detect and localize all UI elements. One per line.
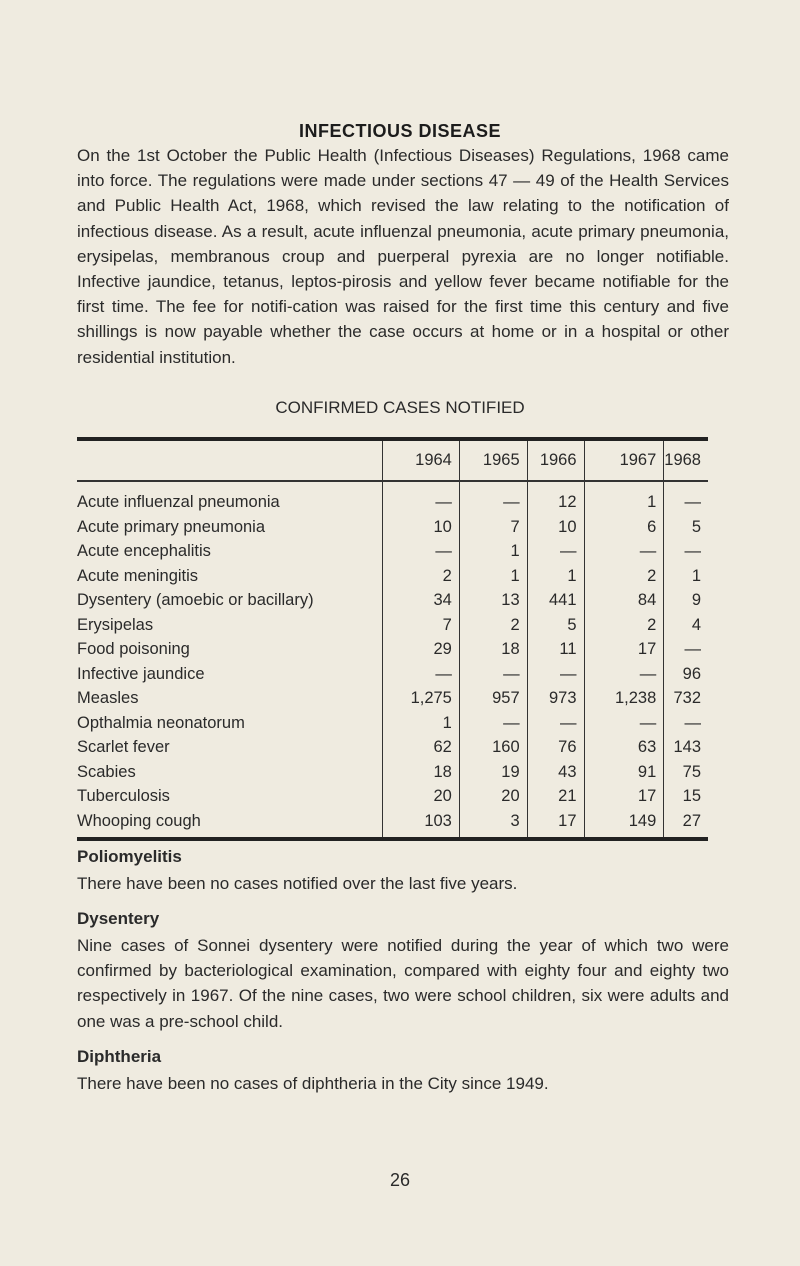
header-year: 1965 bbox=[459, 439, 527, 481]
table-header-row bbox=[77, 439, 708, 481]
section-heading: Dysentery bbox=[77, 909, 160, 928]
case-count: — bbox=[527, 662, 584, 687]
case-count: 91 bbox=[584, 760, 664, 785]
header-year: 1966 bbox=[527, 439, 584, 481]
case-count: 1 bbox=[664, 564, 708, 589]
case-count: 5 bbox=[664, 515, 708, 540]
case-count: 20 bbox=[383, 784, 460, 809]
case-count: 27 bbox=[664, 809, 708, 840]
case-count: 3 bbox=[459, 809, 527, 840]
case-count: 1 bbox=[459, 564, 527, 589]
case-count: 1,238 bbox=[584, 686, 664, 711]
table-row bbox=[77, 564, 708, 589]
table-row bbox=[77, 662, 708, 687]
case-count: 4 bbox=[664, 613, 708, 638]
case-count: — bbox=[383, 539, 460, 564]
case-count: 957 bbox=[459, 686, 527, 711]
table-row bbox=[77, 613, 708, 638]
case-count: 6 bbox=[584, 515, 664, 540]
section-text: There have been no cases of diphtheria in the City since 1949. bbox=[77, 1074, 549, 1093]
page-number: 26 bbox=[389, 1170, 411, 1190]
table-row bbox=[77, 711, 708, 736]
case-count: — bbox=[383, 662, 460, 687]
table-row bbox=[77, 481, 708, 515]
disease-name: Scabies bbox=[77, 762, 136, 781]
case-count: 1 bbox=[584, 481, 664, 515]
case-count: 11 bbox=[527, 637, 584, 662]
case-count: 84 bbox=[584, 588, 664, 613]
header-year: 1967 bbox=[584, 439, 664, 481]
case-count: — bbox=[664, 539, 708, 564]
case-count: 2 bbox=[584, 613, 664, 638]
case-count: 7 bbox=[383, 613, 460, 638]
case-count: 34 bbox=[383, 588, 460, 613]
case-count: 18 bbox=[459, 637, 527, 662]
case-count: 19 bbox=[459, 760, 527, 785]
case-count: 96 bbox=[664, 662, 708, 687]
disease-name: Opthalmia neonatorum bbox=[77, 713, 245, 732]
table-row bbox=[77, 784, 708, 809]
case-count: — bbox=[584, 539, 664, 564]
case-count: 441 bbox=[527, 588, 584, 613]
case-count: 62 bbox=[383, 735, 460, 760]
case-count: — bbox=[584, 662, 664, 687]
table-row bbox=[77, 588, 708, 613]
disease-name: Acute primary pneumonia bbox=[77, 517, 266, 536]
disease-name: Measles bbox=[77, 689, 139, 707]
table-row bbox=[77, 686, 708, 711]
intro-paragraph: On the 1st October the Public Health (Infectious Diseases) Regulations, 1968 came into force. The regulations were made under sections 47 — 49 of the Health Services and Public Health Act, 1968, which revised the law relating to the notification of infectious disease. As a result, acute influenzal pneumonia, acute primary pneumonia, erysipelas, membranous croup and puerperal pyrexia are no longer notifiable. Infective jaundice, tetanus, leptos-pirosis and yellow fever became notifiable for the first time. The fee for notifi-cation was raised for the first time this century and five shillings is now payable whether the case occurs at home or in a hospital or other residential institution. bbox=[77, 146, 729, 367]
table-row bbox=[77, 735, 708, 760]
case-count: — bbox=[459, 662, 527, 687]
case-count: 1 bbox=[383, 711, 460, 736]
table-row bbox=[77, 515, 708, 540]
case-count: 160 bbox=[459, 735, 527, 760]
case-count: 7 bbox=[459, 515, 527, 540]
case-count: 17 bbox=[584, 637, 664, 662]
case-count: 43 bbox=[527, 760, 584, 785]
header-year: 1964 bbox=[383, 439, 460, 481]
case-count: 973 bbox=[527, 686, 584, 711]
case-count: — bbox=[584, 711, 664, 736]
case-count: 29 bbox=[383, 637, 460, 662]
case-count: — bbox=[664, 481, 708, 515]
case-count: 2 bbox=[459, 613, 527, 638]
case-count: 143 bbox=[664, 735, 708, 760]
case-count: 5 bbox=[527, 613, 584, 638]
case-count: 17 bbox=[584, 784, 664, 809]
case-count: 2 bbox=[383, 564, 460, 589]
case-count: — bbox=[664, 711, 708, 736]
case-count: 63 bbox=[584, 735, 664, 760]
case-count: 9 bbox=[664, 588, 708, 613]
page-title: INFECTIOUS DISEASE bbox=[298, 121, 502, 141]
cases-table bbox=[77, 437, 708, 841]
case-count: 1 bbox=[527, 564, 584, 589]
disease-name: Erysipelas bbox=[77, 615, 154, 634]
case-count: 17 bbox=[527, 809, 584, 840]
case-count: — bbox=[664, 637, 708, 662]
case-count: 76 bbox=[527, 735, 584, 760]
disease-name: Whooping cough bbox=[77, 811, 201, 830]
disease-name: Tuberculosis bbox=[77, 787, 170, 805]
table-row bbox=[77, 760, 708, 785]
case-count: 18 bbox=[383, 760, 460, 785]
case-count: 2 bbox=[584, 564, 664, 589]
case-count: 12 bbox=[527, 481, 584, 515]
case-count: — bbox=[459, 481, 527, 515]
case-count: 103 bbox=[383, 809, 460, 840]
case-count: — bbox=[527, 539, 584, 564]
section-text: Nine cases of Sonnei dysentery were notified during the year of which two were confirmed by bacteriological examination, compared with eighty four and eighty two respectively in 1967. Of the nine cases, two were school children, six were adults and one was a pre-school child. bbox=[77, 936, 729, 1031]
disease-name: Acute meningitis bbox=[77, 566, 199, 585]
case-count: — bbox=[459, 711, 527, 736]
disease-name: Dysentery (amoebic or bacillary) bbox=[77, 591, 314, 609]
case-count: 13 bbox=[459, 588, 527, 613]
disease-name: Scarlet fever bbox=[77, 738, 170, 756]
case-count: 21 bbox=[527, 784, 584, 809]
case-count: 1,275 bbox=[383, 686, 460, 711]
case-count: 149 bbox=[584, 809, 664, 840]
case-count: 75 bbox=[664, 760, 708, 785]
disease-name: Acute encephalitis bbox=[77, 542, 211, 560]
table-row bbox=[77, 539, 708, 564]
disease-name: Food poisoning bbox=[77, 640, 190, 658]
case-count: — bbox=[383, 481, 460, 515]
case-count: 10 bbox=[527, 515, 584, 540]
section-heading: Poliomyelitis bbox=[77, 847, 182, 866]
case-count: — bbox=[527, 711, 584, 736]
case-count: 1 bbox=[459, 539, 527, 564]
section-heading: Diphtheria bbox=[77, 1047, 162, 1066]
case-count: 15 bbox=[664, 784, 708, 809]
case-count: 732 bbox=[664, 686, 708, 711]
table-row bbox=[77, 637, 708, 662]
header-blank bbox=[77, 439, 383, 481]
header-year: 1968 bbox=[664, 439, 708, 481]
disease-name: Acute influenzal pneumonia bbox=[77, 493, 280, 511]
disease-name: Infective jaundice bbox=[77, 664, 205, 683]
section-text: There have been no cases notified over the last five years. bbox=[77, 874, 518, 893]
table-title: CONFIRMED CASES NOTIFIED bbox=[275, 398, 525, 417]
case-count: 20 bbox=[459, 784, 527, 809]
table-row bbox=[77, 809, 708, 840]
case-count: 10 bbox=[383, 515, 460, 540]
